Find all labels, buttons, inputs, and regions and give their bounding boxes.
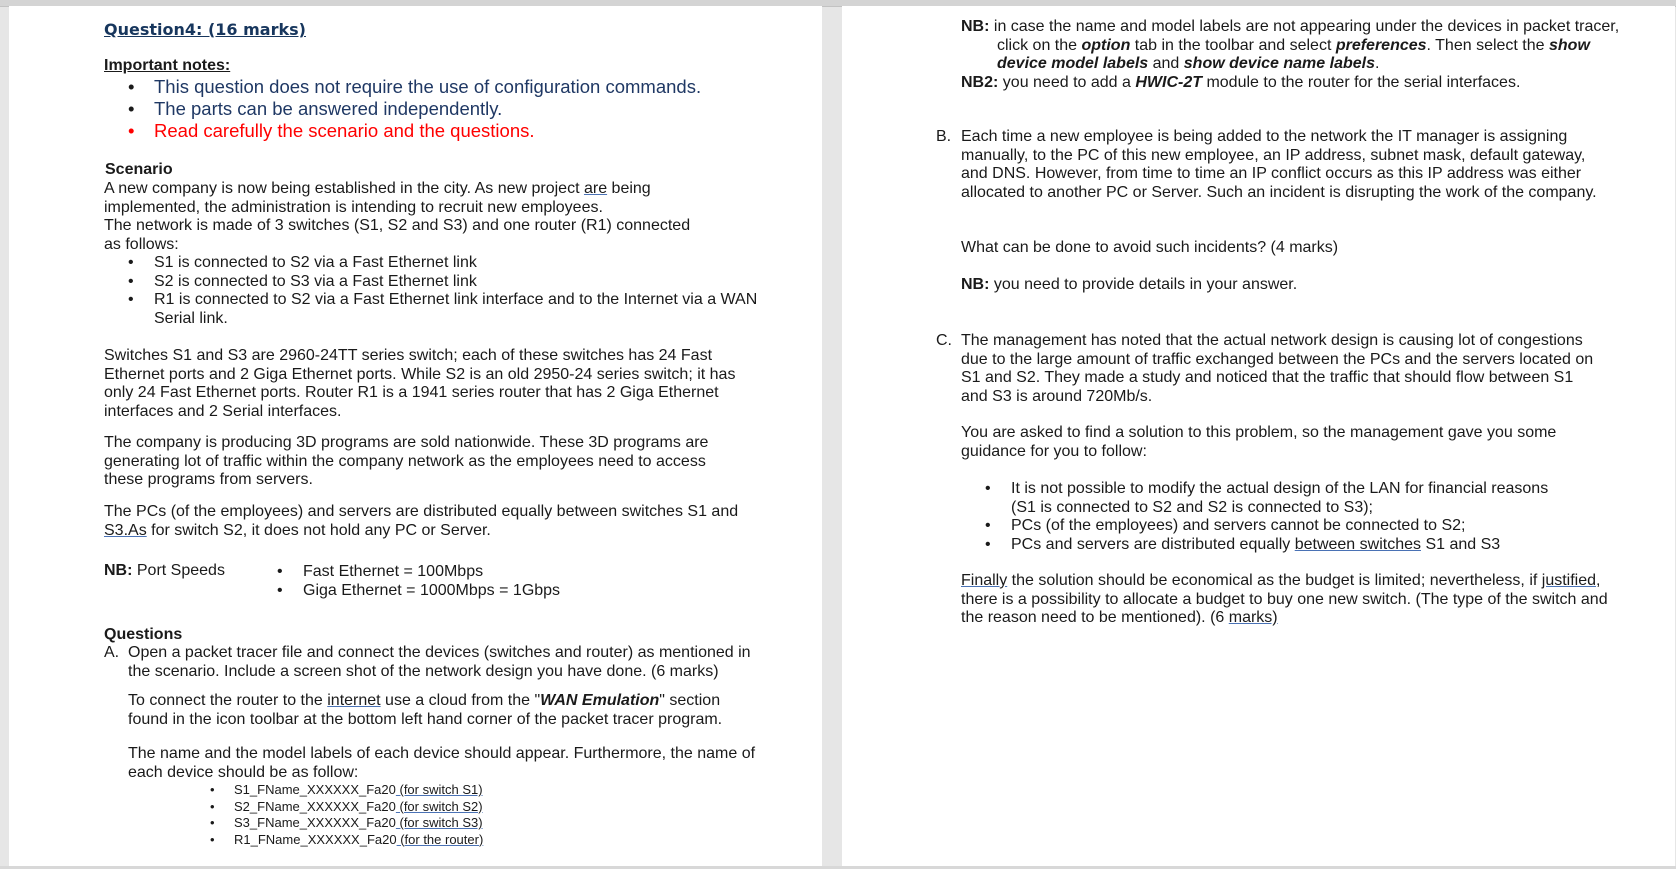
- device-name-item: • S1_FName_XXXXXX_Fa20 (for switch S1): [210, 782, 610, 799]
- speed-item: • Giga Ethernet = 1000Mbps = 1Gbps: [277, 582, 677, 601]
- company-paragraph: The company is producing 3D programs are sold nationwide. These 3D programs are generating lot of traffic within the company network as the employees need to access these programs from servers.: [104, 434, 709, 488]
- nb-port-speeds: NB: Port Speeds: [104, 562, 225, 579]
- device-names-list: [210, 782, 610, 848]
- scenario-paragraph-2: The network is made of 3 switches (S1, S2 and S3) and one router (R1) connected as follows:: [104, 217, 691, 253]
- question-b-marker: B.: [936, 128, 952, 145]
- scenario-heading: Scenario: [105, 161, 173, 178]
- note-item: • This question does not require the use of configuration commands.: [128, 76, 808, 98]
- device-name-item: • R1_FName_XXXXXX_Fa20 (for the router): [210, 832, 610, 849]
- device-name-item: • S3_FName_XXXXXX_Fa20 (for switch S3): [210, 815, 610, 832]
- question-b-question: What can be done to avoid such incidents? (4 marks): [961, 239, 1339, 256]
- nb2-note: NB2: you need to add a HWIC-2T module to the router for the serial interfaces.: [961, 74, 1521, 91]
- scenario-paragraph-1: A new company is now being established in the city. As new project are being implemented, the administration is intending to recruit new employees.: [104, 180, 651, 216]
- document-page-right: [842, 6, 1675, 866]
- links-list: [128, 254, 768, 328]
- labels-paragraph: The name and the model labels of each device should appear. Furthermore, the name of each device should be as follow:: [128, 745, 756, 781]
- question-title: Question4: (16 marks): [104, 20, 306, 39]
- link-item: • S2 is connected to S3 via a Fast Ethernet link: [128, 273, 768, 292]
- switches-paragraph: Switches S1 and S3 are 2960-24TT series switch; each of these switches has 24 Fast Ethernet ports and 2 Giga Ethernet ports. While S2 is an old 2950-24 series switch; it has only 24 Fast Ethernet ports. Router R1 is a 1941 series router that has 2 Giga Ethernet interfaces and 2 Serial interfaces.: [104, 347, 736, 420]
- question-c-marker: C.: [936, 332, 952, 349]
- question-a-marker: A.: [104, 644, 120, 661]
- final-paragraph: Finally the solution should be economical as the budget is limited; nevertheless, if justified, there is a possibility to allocate a budget to buy one new switch. (The type of the switch and the reason need to be mentioned). (6 marks): [961, 572, 1608, 626]
- question-a-text: Open a packet tracer file and connect the devices (switches and router) as mentioned in the scenario. Include a screen shot of the network design you have done. (6 marks): [128, 644, 751, 680]
- notes-list: [128, 76, 808, 142]
- guidance-item: • PCs and servers are distributed equally between switches S1 and S3: [985, 536, 1565, 555]
- note-item: • The parts can be answered independently.: [128, 98, 808, 120]
- question-c-guidance: You are asked to find a solution to this problem, so the management gave you some guidance for you to follow:: [961, 424, 1557, 460]
- link-item: • S1 is connected to S2 via a Fast Ethernet link: [128, 254, 768, 273]
- questions-heading: Questions: [104, 626, 183, 643]
- question-b-nb: NB: you need to provide details in your answer.: [961, 276, 1298, 293]
- speeds-list: [277, 563, 677, 600]
- notes-heading: Important notes:: [104, 57, 231, 74]
- document-page-left: [9, 6, 822, 866]
- guidance-item: • PCs (of the employees) and servers cannot be connected to S2;: [985, 517, 1565, 536]
- router-paragraph: To connect the router to the internet use a cloud from the "WAN Emulation" section found in the icon toolbar at the bottom left hand corner of the packet tracer program.: [128, 692, 723, 728]
- guidance-list: [985, 480, 1565, 554]
- speed-item: • Fast Ethernet = 100Mbps: [277, 563, 677, 582]
- pcs-paragraph: The PCs (of the employees) and servers are distributed equally between switches S1 and S3.As for switch S2, it does not hold any PC or Server.: [104, 503, 739, 539]
- nb-labels-note: NB: in case the name and model labels are not appearing under the devices in packet tracer, click on the option tab in the toolbar and select preferences. Then select the show device model labels and show device name labels.: [961, 18, 1620, 72]
- device-name-item: • S2_FName_XXXXXX_Fa20 (for switch S2): [210, 799, 610, 816]
- note-item: • Read carefully the scenario and the questions.: [128, 120, 808, 142]
- question-b-text: Each time a new employee is being added to the network the IT manager is assigning manually, to the PC of this new employee, an IP address, subnet mask, default gateway, and DNS. However, from time to time an IP conflict occurs as this IP address was either allocated to another PC or Server. Such an incident is disrupting the work of the company.: [961, 128, 1597, 201]
- link-item: • R1 is connected to S2 via a Fast Ethernet link interface and to the Internet via a WAN Serial link.: [128, 291, 768, 328]
- guidance-item: • It is not possible to modify the actual design of the LAN for financial reasons (S1 is connected to S2 and S2 is connected to S3);: [985, 480, 1565, 517]
- question-c-text: The management has noted that the actual network design is causing lot of congestions due to the large amount of traffic exchanged between the PCs and the servers located on S1 and S2. They made a study and noticed that the traffic that should flow between S1 and S3 is around 720Mb/s.: [961, 332, 1594, 405]
